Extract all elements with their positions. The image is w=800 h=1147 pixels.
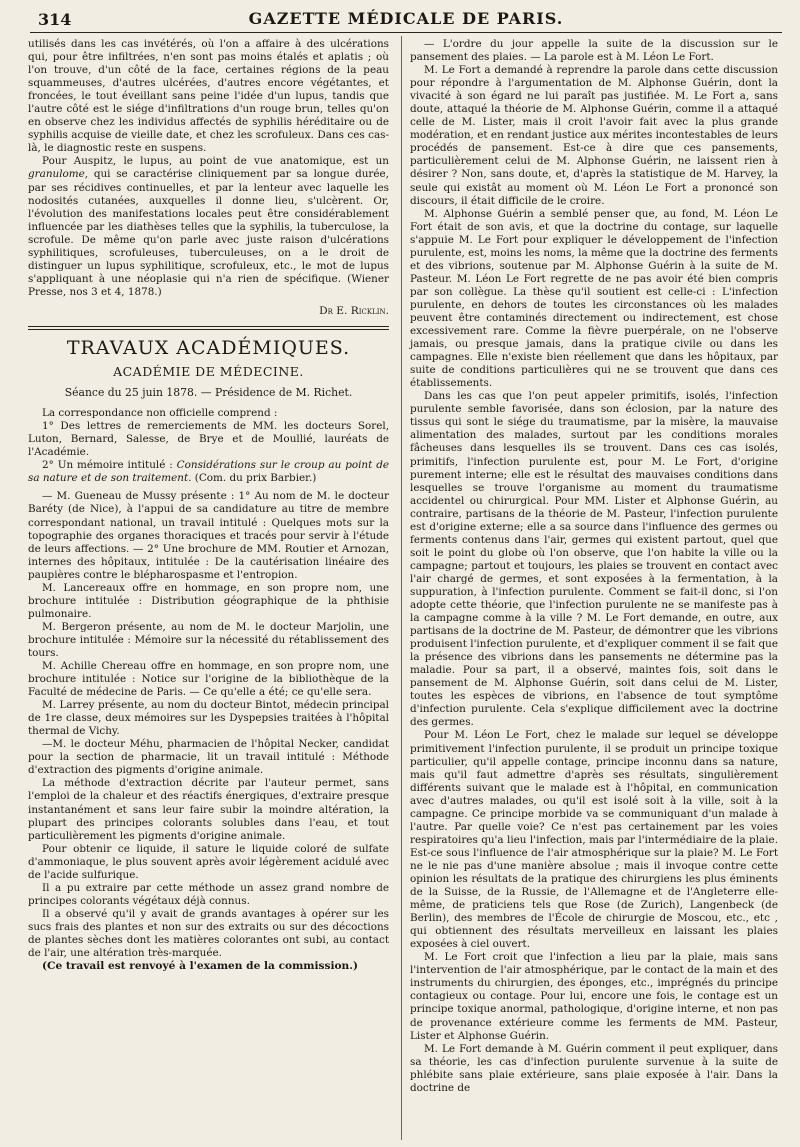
auspitz-paragraph <box>28 155 389 299</box>
lefort-paragraph-1: M. Le Fort a demandé à reprendre la parole dans cette discussion pour répondre à l'argumentation de M. Alphonse Guérin, dont la vivacité à son égard ne lui paraît pas justifiée. M. Le Fort a, sans doute, attaqué la théorie de M. Alphonse Guérin, comme il a attaqué celle de M. Lister, mais il croit l'avoir fait avec la plus grande modération, et en rendant justice aux mérites incontestables de leurs procédés de pansement. Est-ce à dire que ces pansements, particulièrement celui de M. Alphonse Guérin, ne laissent rien à désirer ? Non, sans doute, et, d'après la statistique de M. Harvey, la seule qui existât au moment où M. Léon Le Fort a prononcé son discours, il était difficile de le croire. <box>410 64 778 207</box>
larrey-paragraph: M. Larrey présente, au nom du docteur Bintot, médecin principal de 1re classe, deux mémoires sur les Dyspepsies traitées à l'hôpital thermal de Vichy. <box>28 699 389 738</box>
author-signature: Dr E. Ricklin. <box>319 304 389 317</box>
academy-heading: ACADÉMIE DE MÉDECINE. <box>113 364 304 380</box>
auspitz-text-a: Pour Auspitz, le lupus, au point de vue anatomique, est un <box>42 155 389 168</box>
section-rule <box>28 326 389 327</box>
primitifs-paragraph: Dans les cas que l'on peut appeler primitifs, isolés, l'infection purulente semble favorisée, dans son éclosion, par la nature des tissus qui sont le siége du traumatisme, par la misère, la mauvaise alimentation des malades, surtout par les conditions morales fâcheuses dans lesquelles ils se trouvent. Dans ces cas isolés, primitifs, l'infection purulente est, pour M. Le Fort, d'origine purement interne; elle est le résultat des mauvaises conditions dans lesquelles se trouve l'organisme au moment du traumatisme accidentel ou chirurgical. Pour MM. Lister et Alphonse Guérin, au contraire, partisans de la théorie de M. Pasteur, l'infection purulente est d'origine externe; elle a sa source dans l'influence des germes ou ferments contenus dans l'air, germes qui existent partout, quel que soit le point du globe où l'on observe, que l'on habite la ville ou la campagne; partout et toujours, les plaies se trouvent en contact avec l'air chargé de germes, et sont exposées à la fermentation, à la suppuration, à l'infection purulente. Comment se fait-il donc, si l'on adopte cette théorie, que l'infection purulente ne se manifeste pas à la campagne comme à la ville ? M. Le Fort demande, en outre, aux partisans de la doctrine de M. Pasteur, de démontrer que les vibrions produisent l'infection purulente, et d'expliquer comment il se fait que la présence des vibrions dans les pansements ne détermine pas la maladie. Pour sa part, il a observé, maintes fois, soit dans le pansement de M. Alphonse Guérin, soit dans celui de M. Lister, toutes les espèces de vibrions, en l'absence de tout symptôme d'infection purulente. Cela s'explique difficilement avec la doctrine des germes. <box>410 390 778 729</box>
seance-line: Séance du 25 juin 1878. — Présidence de M. Richet. <box>64 386 353 400</box>
page-number: 314 <box>38 10 72 29</box>
pour-lefort-paragraph: Pour M. Léon Le Fort, chez le malade sur lequel se développe primitivement l'infection purulente, il se produit un principe toxique particulier, qu'il appelle contage, principe inconnu dans sa nature, mais qu'il faut admettre d'après ses résultats, singulièrement différents suivant que le malade est à l'hôpital, en communication avec d'autres malades, ou qu'il est isolé soit à la ville, soit à la campagne. Ce principe morbide va se communiquant d'un malade à l'autre. Par quelle voie? Ce n'est pas certainement par les voies respiratoires qu'a lieu l'infection, mais par l'intermédiaire de la plaie. Est-ce sous l'influence de l'air atmosphérique sur la plaie? M. Le Fort ne le nie pas d'une manière absolue ; mais il invoque contre cette opinion les résultats de la pratique des chirurgiens les plus éminents de la Suisse, de la Russie, de l'Allemagne et de l'Angleterre elle-même, de praticiens tels que Rose (de Zurich), Langenbeck (de Berlin), des membres de l'École de chirurgie de Moscou, etc., etc , qui obtiennent des résultats merveilleux en laissant les plaies exposées à ciel ouvert. <box>410 729 778 951</box>
column-divider <box>401 36 402 1140</box>
guerin-paragraph-1: M. Alphonse Guérin a semblé penser que, au fond, M. Léon Le Fort était de son avis, et que la doctrine du contage, sur laquelle s'appuie M. Le Fort pour expliquer le développement de l'infection purulente, est, moins les noms, la même que la doctrine des ferments et des vibrions, soutenue par M. Alphonse Guérin à la suite de M. Pasteur. M. Léon Le Fort regrette de ne pas avoir été bien compris par son collègue. La thèse qu'il soutient est celle-ci : L'infection purulente, en dehors de toutes les circonstances où les malades peuvent être contaminés directement ou indirectement, est chose excessivement rare. Comme la fièvre puerpérale, on ne l'observe jamais, ou presque jamais, dans la pratique civile ou dans les campagnes. Elle n'existe bien réellement que dans les hôpitaux, par suite de conditions particulières qui ne se trouvent que dans ces établissements. <box>410 207 778 390</box>
observe-paragraph: Il a observé qu'il y avait de grands avantages à opérer sur les sucs frais des plantes et non sur des extraits ou sur des décoctions de plantes sèches dont les matières colorantes ont subi, au contact de l'air, une altération très-marquée. <box>28 907 389 960</box>
correspondance-item-2 <box>28 459 389 485</box>
corr2-text-a: 2° Un mémoire intitulé : <box>42 459 177 472</box>
obtenir-paragraph: Pour obtenir ce liquide, il sature le liquide coloré de sulfate d'ammoniaque, le plus souvent après avoir légèrement acidulé avec de l'acide sulfurique. <box>28 842 389 881</box>
extraire-paragraph: Il a pu extraire par cette méthode un assez grand nombre de principes colorants végétaux déjà connus. <box>28 881 389 907</box>
mehu-paragraph: —M. le docteur Méhu, pharmacien de l'hôpital Necker, candidat pour la section de pharmacie, lit un travail intitulé : Méthode d'extraction des pigments d'origine animale. <box>28 738 389 777</box>
granulome-term: granulome, <box>28 168 89 181</box>
bergeron-paragraph: M. Bergeron présente, au nom de M. le docteur Marjolin, une brochure intitulée : Mémoire sur la nécessité du rétablissement des tours. <box>28 620 389 659</box>
section-title: TRAVAUX ACADÉMIQUES. <box>66 336 351 359</box>
corr2-text-b: (Com. du prix Barbier.) <box>191 472 317 485</box>
page-header <box>30 6 782 33</box>
demande-paragraph: M. Le Fort demande à M. Guérin comment il peut expliquer, dans sa théorie, les cas d'infection purulente survenue à la suite de phlébite sans plaie extérieure, sans plaie exposée à l'air. Dans la doctrine de <box>410 1042 778 1094</box>
ordre-paragraph: — L'ordre du jour appelle la suite de la discussion sur le pansement des plaies. — La parole est à M. Léon Le Fort. <box>410 38 778 64</box>
gueneau-paragraph: — M. Gueneau de Mussy présente : 1° Au nom de M. le docteur Baréty (de Nice), à l'appui de sa candidature au titre de membre correspondant national, un travail intitulé : Quelques mots sur la topographie des organes thoraciques et tracés pour servir à l'étude de leurs affections. — 2° Une brochure de MM. Routier et Arnozan, internes des hôpitaux, intitulée : De la cautérisation linéaire des paupières contre le blépharospasme et l'entropion. <box>28 490 389 581</box>
closing-note: (Ce travail est renvoyé à l'examen de la commission.) <box>42 960 358 973</box>
right-column <box>410 38 778 1095</box>
journal-title: GAZETTE MÉDICALE DE PARIS. <box>248 9 564 28</box>
methode-paragraph: La méthode d'extraction décrite par l'auteur permet, sans l'emploi de la chaleur et des réactifs énergiques, d'extraire presque instantanément et sans leur faire subir la moindre altération, la plupart des principes colorants solubles dans l'eau, et tout particulièrement les pigments d'origine animale. <box>28 777 389 842</box>
left-column <box>28 38 389 973</box>
corr2-memoir-title: Considérations sur le croup au point de sa nature et de son traitement. <box>28 459 389 485</box>
correspondance-item-1: 1° Des lettres de remerciements de MM. les docteurs Sorel, Luton, Bernard, Salesse, de Brye et de Moullié, lauréats de l'Académie. <box>28 420 389 459</box>
intro-paragraph: utilisés dans les cas invétérés, où l'on a affaire à des ulcérations qui, pour être infiltrées, n'en sont pas moins étalés et aplatis ; où l'on trouve, d'un côté de la face, certaines régions de la peau squammeuses, d'autres ulcérées, d'autres encore végétantes, et froncées, le tout éveillant sans peine l'idée d'un lupus, tandis que l'autre côté est le siége d'infiltrations d'un rouge brun, telles qu'on en observe chez les individus affectés de syphilis héréditaire ou de syphilis acquise de vieille date, et chez les scrofuleux. Dans ces cas-là, le diagnostic reste en suspens. <box>28 38 389 155</box>
auspitz-text-b: qui se caractérise cliniquement par sa longue durée, par ses récidives continuelles, et par la lenteur avec laquelle les nodosités cutanées, auxquelles il donne lieu, s'ulcèrent. Or, l'évolution des manifestations locales peut être considérablement influencée par les diathèses telles que la syphilis, la tuberculose, la scrofule. De même qu'on parle avec juste raison d'ulcérations syphilitiques, scrofuleuses, tuberculeuses, on a le droit de distinguer un lupus syphilitique, scrofuleux, etc., le mot de lupus s'appliquant à une néoplasie qui n'a rien de spécifique. (Wiener Presse, nos 3 et 4, 1878.) <box>28 168 389 298</box>
section-rule-thin <box>28 329 389 330</box>
correspondance-intro: La correspondance non officielle comprend : <box>42 407 278 420</box>
lancereaux-paragraph: M. Lancereaux offre en hommage, en son propre nom, une brochure intitulée : Distribution géographique de la phthisie pulmonaire. <box>28 581 389 620</box>
croit-paragraph: M. Le Fort croit que l'infection a lieu par la plaie, mais sans l'intervention de l'air atmosphérique, par le contact de la main et des instruments du chirurgien, des éponges, etc., imprégnés du principe contagieux ou contage. Pour lui, encore une fois, le contage est un principe toxique anormal, pathologique, d'origine interne, et non pas de provenance extérieure comme les ferments de MM. Pasteur, Lister et Alphonse Guérin. <box>410 951 778 1042</box>
chereau-paragraph: M. Achille Chereau offre en hommage, en son propre nom, une brochure intitulée : Notice sur l'origine de la bibliothèque de la Faculté de médecine de Paris. — Ce qu'elle a été; ce qu'elle sera. <box>28 660 389 699</box>
